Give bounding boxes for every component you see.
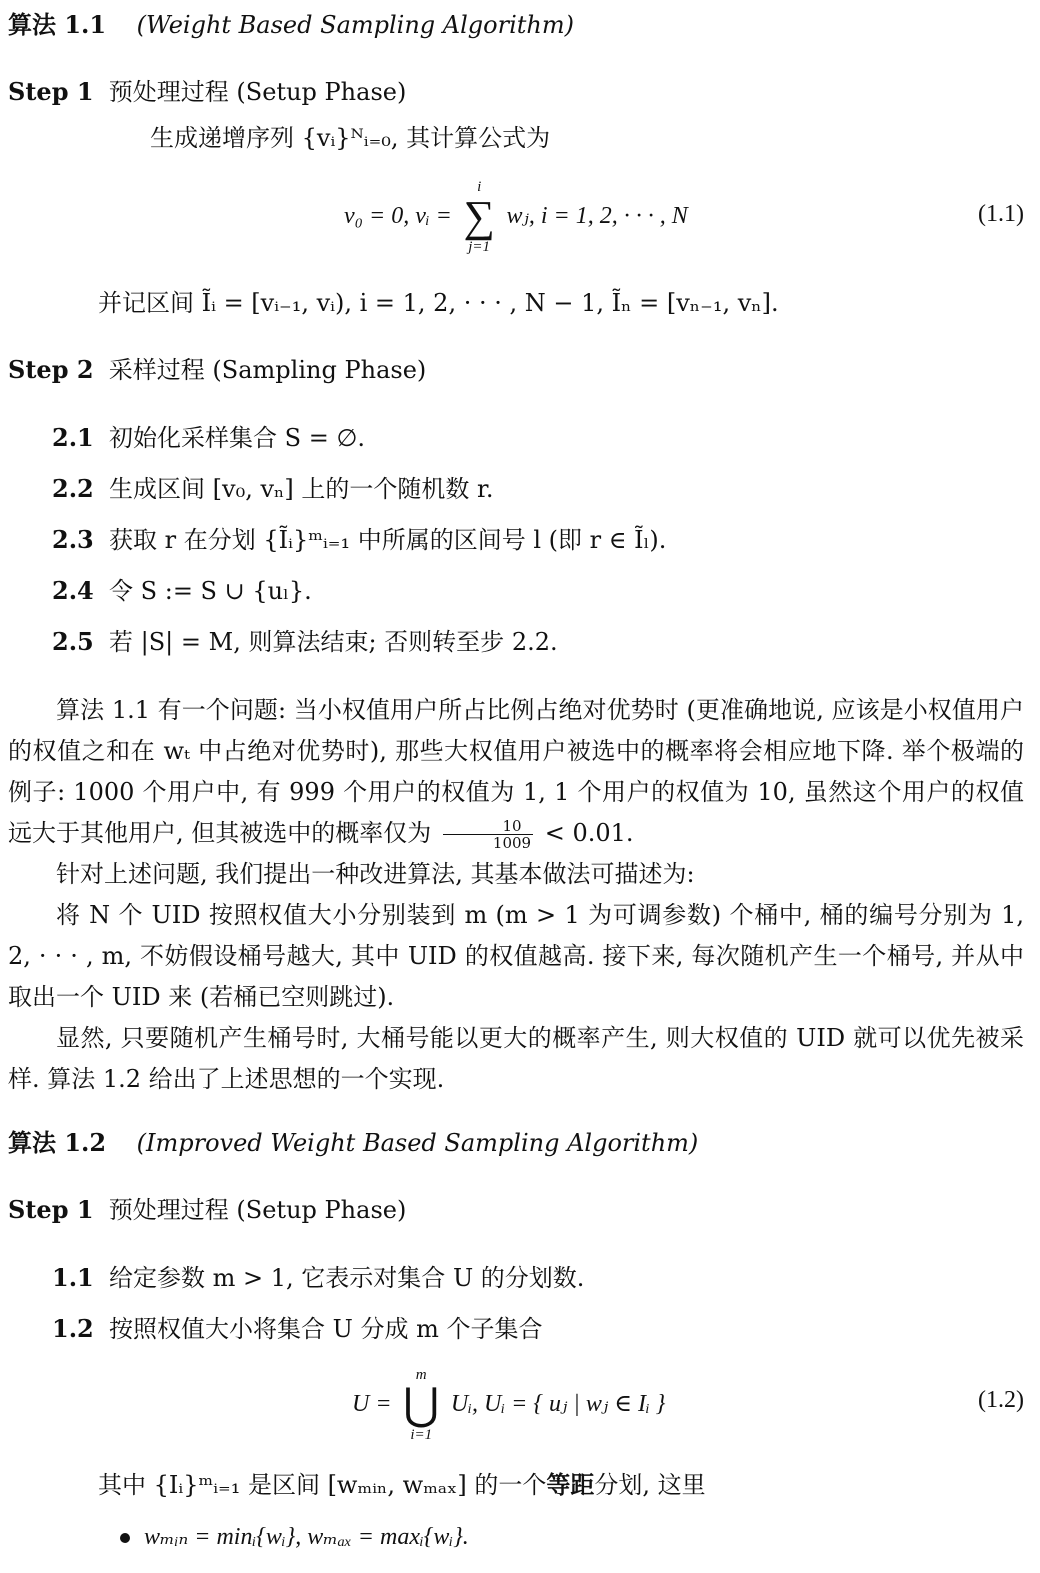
- probability-fraction: [443, 818, 533, 851]
- substep-1-1: [52, 1263, 584, 1293]
- alg2-step1-text: 预处理过程 (Setup Phase): [108, 1196, 407, 1224]
- alg1-step1: [8, 77, 406, 107]
- eq1-sum-symbol: ∑: [463, 191, 495, 241]
- substep-number: 1.2: [52, 1314, 94, 1343]
- equation-1-1: [344, 170, 688, 260]
- alg1-step2-text: 采样过程 (Sampling Phase): [108, 356, 427, 384]
- paragraph-3: 将 N 个 UID 按照权值大小分别装到 m (m > 1 为可调参数) 个桶中, 桶的编号分别为 1, 2, · · · , m, 不妨假设桶号越大, 其中 UID 的权值越高. 接下来, 每次随机产生一个桶号, 并从中取出一个 UID 来 (若桶已空则跳过).: [8, 901, 1024, 1011]
- where-text-b: 分划, 这里: [594, 1471, 706, 1499]
- alg1-step2: [8, 355, 426, 385]
- substep-number: 2.3: [52, 525, 94, 554]
- substep-text: 生成区间 [v₀, vₙ] 上的一个随机数 r.: [109, 475, 494, 503]
- alg1-title-label: 算法 1.1: [8, 10, 107, 39]
- substep-2-5: [52, 627, 558, 657]
- paragraph-1-tail: < 0.01.: [544, 819, 634, 847]
- substep-2-3: [52, 525, 666, 555]
- eq2-union-bottom: i=1: [410, 1426, 433, 1443]
- substep-text: 初始化采样集合 S = ∅.: [109, 424, 366, 452]
- alg1-step1-desc: 生成递增序列 {vᵢ}ᴺᵢ₌₀, 其计算公式为: [150, 124, 551, 152]
- substep-text: 若 |S| = M, 则算法结束; 否则转至步 2.2.: [109, 628, 558, 656]
- eq2-number: (1.2): [978, 1387, 1024, 1413]
- eq1-sum: [463, 178, 494, 256]
- paragraph-1: [8, 690, 1024, 854]
- substep-2-1: [52, 423, 365, 453]
- paragraph-2: 针对上述问题, 我们提出一种改进算法, 其基本做法可描述为:: [56, 860, 695, 888]
- alg1-step1-label: Step 1: [8, 77, 94, 106]
- substep-number: 2.1: [52, 423, 94, 452]
- alg2-title: [8, 1128, 698, 1158]
- where-text-a: 其中 {Iᵢ}ᵐᵢ₌₁ 是区间 [wₘᵢₙ, wₘₐₓ] 的一个: [98, 1471, 547, 1499]
- eq1-number: (1.1): [978, 201, 1024, 227]
- equation-1-2: [352, 1358, 665, 1448]
- eq2-union-top: m: [415, 1366, 427, 1383]
- eq2-right: Uᵢ, Uᵢ = { uⱼ | wⱼ ∈ Iᵢ }: [450, 1391, 666, 1417]
- eq1-sum-bottom: j=1: [468, 238, 491, 255]
- substep-number: 2.4: [52, 576, 94, 605]
- alg2-where: [98, 1470, 706, 1500]
- substep-2-4: [52, 576, 312, 606]
- fraction-numerator: 10: [443, 818, 533, 835]
- bullet-item: [120, 1521, 469, 1552]
- substep-text: 给定参数 m > 1, 它表示对集合 U 的分划数.: [109, 1264, 585, 1292]
- alg2-title-label: 算法 1.2: [8, 1128, 107, 1157]
- eq2-union: [403, 1366, 439, 1444]
- substep-text: 按照权值大小将集合 U 分成 m 个子集合: [109, 1315, 543, 1343]
- alg2-step1: [8, 1195, 406, 1225]
- eq1-right: wⱼ, i = 1, 2, · · · , N: [506, 203, 688, 229]
- fraction-denominator: 1009: [492, 834, 532, 852]
- eq1-sum-top: i: [477, 178, 482, 195]
- alg1-step2-label: Step 2: [8, 355, 94, 384]
- substep-1-2: [52, 1314, 543, 1344]
- alg1-interval-text: 并记区间 Ĩᵢ = [vᵢ₋₁, vᵢ), i = 1, 2, · · · , N − 1, Ĩₙ = [vₙ₋₁, vₙ].: [98, 289, 779, 317]
- substep-text: 令 S := S ∪ {uₗ}.: [109, 577, 312, 605]
- substep-text: 获取 r 在分划 {Ĩᵢ}ᵐᵢ₌₁ 中所属的区间号 l (即 r ∈ Ĩₗ).: [109, 526, 667, 554]
- bullet-text: wₘᵢₙ = minᵢ{wᵢ}, wₘₐₓ = maxᵢ{wᵢ}.: [144, 1524, 469, 1550]
- alg2-title-name: (Improved Weight Based Sampling Algorithm): [136, 1129, 699, 1157]
- alg2-step1-label: Step 1: [8, 1195, 94, 1224]
- paragraph-1-text: 算法 1.1 有一个问题: 当小权值用户所占比例占绝对优势时 (更准确地说, 应该是小权值用户的权值之和在 wₜ 中占绝对优势时), 那些大权值用户被选中的概率将会相应地下降. 举个极端的例子: 1000 个用户中, 有 999 个用户的权值为 1, 1 个用户的权值为 10, 虽然这个用户的权值远大于其他用户, 但其被选中的概率仅为: [8, 696, 1024, 847]
- where-text-bold: 等距: [546, 1470, 595, 1499]
- substep-number: 2.2: [52, 474, 94, 503]
- bullet-icon: [120, 1533, 130, 1543]
- eq2-left: U =: [352, 1391, 392, 1417]
- substep-number: 2.5: [52, 627, 94, 656]
- substep-number: 1.1: [52, 1263, 94, 1292]
- alg1-title-name: (Weight Based Sampling Algorithm): [136, 11, 574, 39]
- eq1-left: v₀ = 0, vᵢ =: [344, 203, 452, 229]
- paragraph-4: 显然, 只要随机产生桶号时, 大桶号能以更大的概率产生, 则大权值的 UID 就可以优先被采样. 算法 1.2 给出了上述思想的一个实现.: [8, 1024, 1024, 1093]
- eq2-union-symbol: ⋃: [403, 1379, 440, 1429]
- substep-2-2: [52, 474, 494, 504]
- alg1-step1-text: 预处理过程 (Setup Phase): [108, 78, 407, 106]
- alg1-title: [8, 10, 574, 40]
